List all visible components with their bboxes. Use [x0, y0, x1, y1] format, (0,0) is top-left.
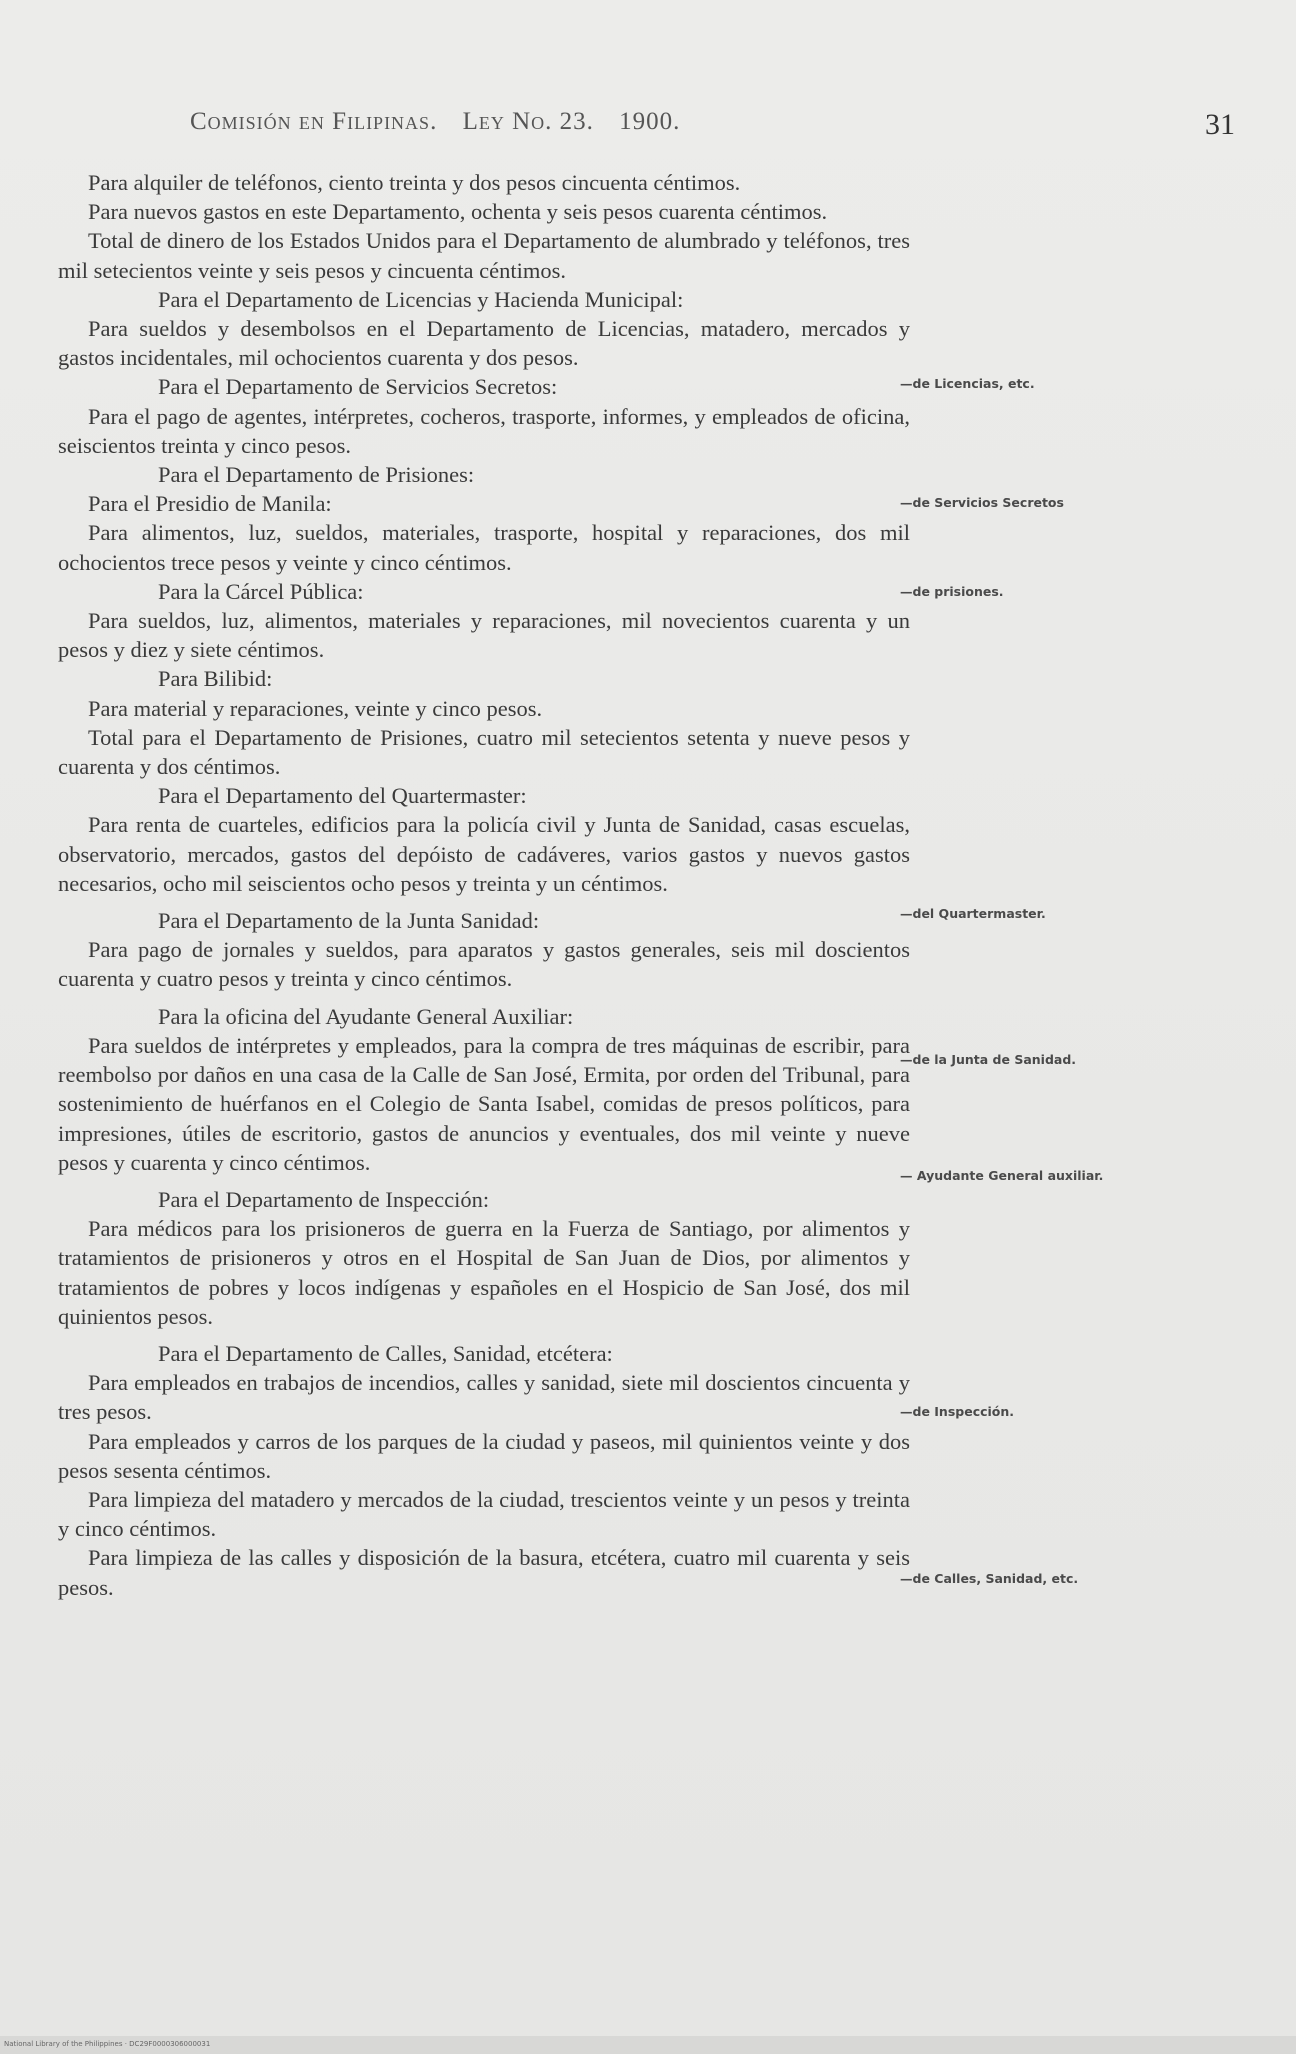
paragraph: Para nuevos gastos en este Departamento, ochenta y seis pesos cuarenta céntimos. [88, 199, 828, 225]
paragraph: Para el Presidio de Manila: [88, 491, 332, 517]
margin-note-ayudante: — Ayudante General auxiliar. [900, 1168, 1104, 1183]
paragraph: Para limpieza del matadero y mercados de la ciudad, trescientos veinte y un pesos y treinta y cinco céntimos. [58, 1486, 910, 1542]
paragraph: Para el Departamento del Quartermaster: [158, 783, 527, 809]
paragraph: Para el Departamento de Inspección: [158, 1186, 490, 1212]
paragraph: Total para el Departamento de Prisiones, cuatro mil setecientos setenta y nueve pesos y cuarenta y dos céntimos. [58, 724, 910, 780]
paragraph: Para sueldos y desembolsos en el Departamento de Licencias, matadero, mercados y gastos incidentales, mil ochocientos cuarenta y dos pesos. [58, 316, 910, 371]
paragraph: Para alimentos, luz, sueldos, materiales, trasporte, hospital y reparaciones, dos mil ochocientos trece pesos y veinte y cinco céntimos. [58, 520, 910, 575]
header-law-number: Ley No. 23. [462, 108, 594, 135]
paragraph: Para el Departamento de Licencias y Hacienda Municipal: [158, 286, 684, 312]
paragraph: Para el Departamento de Servicios Secretos: [158, 374, 558, 400]
paragraph: Para el pago de agentes, intérpretes, cocheros, trasporte, informes, y empleados de oficina, seiscientos treinta y cinco pesos. [58, 403, 910, 458]
paragraph: Para renta de cuarteles, edificios para la policía civil y Junta de Sanidad, casas escuelas, observatorio, mercados, gastos del depóisto de cadáveres, varios gastos y nuevos gastos necesarios, ocho mil seiscientos ocho pesos y treinta y un céntimos. [58, 812, 910, 896]
paragraph: Para sueldos de intérpretes y empleados, para la compra de tres máquinas de escribir, para reembolso por daños en una casa de la Calle de San José, Ermita, por orden del Tribunal, para sostenimiento de huérfanos en el Colegio de Santa Isabel, comidas de presos políticos, para impresiones, útiles de escritorio, gastos de anuncios y eventuales, dos mil veinte y nueve pesos y cuarenta y cinco céntimos. [58, 1032, 910, 1175]
paragraph: Para la oficina del Ayudante General Auxiliar: [158, 1003, 574, 1029]
margin-note-servicios: —de Servicios Secretos [900, 495, 1064, 510]
paragraph: Para alquiler de teléfonos, ciento treinta y dos pesos cincuenta céntimos. [88, 170, 741, 195]
paragraph: Para el Departamento de Prisiones: [158, 462, 475, 488]
paragraph: Para pago de jornales y sueldos, para aparatos y gastos generales, seis mil doscientos cuarenta y cuatro pesos y treinta y cinco céntimos. [58, 937, 910, 992]
margin-note-quartermaster: —del Quartermaster. [900, 906, 1046, 921]
paragraph: Para el Departamento de la Junta Sanidad: [158, 908, 540, 934]
paragraph: Para médicos para los prisioneros de guerra en la Fuerza de Santiago, por alimentos y tratamientos de prisioneros y otros en el Hospital de San Juan de Dios, por alimentos y tratamientos de pobres y locos indígenas y españoles en el Hospicio de San José, dos mil quinientos pesos. [58, 1216, 910, 1329]
page-number: 31 [1205, 108, 1235, 141]
margin-note-calles: —de Calles, Sanidad, etc. [900, 1571, 1079, 1586]
paragraph: Para limpieza de las calles y disposición de la basura, etcétera, cuatro mil cuarenta y seis pesos. [58, 1545, 910, 1600]
paragraph: Para empleados y carros de los parques de la ciudad y paseos, mil quinientos veinte y dos pesos sesenta céntimos. [58, 1428, 910, 1483]
paragraph: Para Bilibid: [158, 666, 273, 692]
document-body [58, 168, 910, 1602]
margin-note-prisiones: —de prisiones. [900, 584, 1004, 599]
paragraph: Para material y reparaciones, veinte y cinco pesos. [88, 695, 543, 721]
paragraph: Total de dinero de los Estados Unidos para el Departamento de alumbrado y teléfonos, tres mil setecientos veinte y seis pesos y cincuenta céntimos. [58, 228, 910, 283]
paragraph: Para la Cárcel Pública: [158, 578, 364, 604]
paragraph: Para el Departamento de Calles, Sanidad, etcétera: [158, 1340, 613, 1366]
margin-note-inspeccion: —de Inspección. [900, 1404, 1015, 1419]
header-commission: Comisión en Filipinas. [190, 108, 438, 135]
header-year: 1900. [619, 108, 681, 135]
margin-note-licencias: —de Licencias, etc. [900, 376, 1035, 391]
paragraph: Para empleados en trabajos de incendios, calles y sanidad, siete mil doscientos cincuenta y tres pesos. [58, 1370, 910, 1425]
running-header [190, 108, 810, 136]
margin-note-sanidad: —de la Junta de Sanidad. [900, 1052, 1077, 1067]
footer-credit: National Library of the Philippines · DC29F0000306000031 [4, 2040, 211, 2048]
paragraph: Para sueldos, luz, alimentos, materiales y reparaciones, mil novecientos cuarenta y un pesos y diez y siete céntimos. [58, 608, 910, 663]
